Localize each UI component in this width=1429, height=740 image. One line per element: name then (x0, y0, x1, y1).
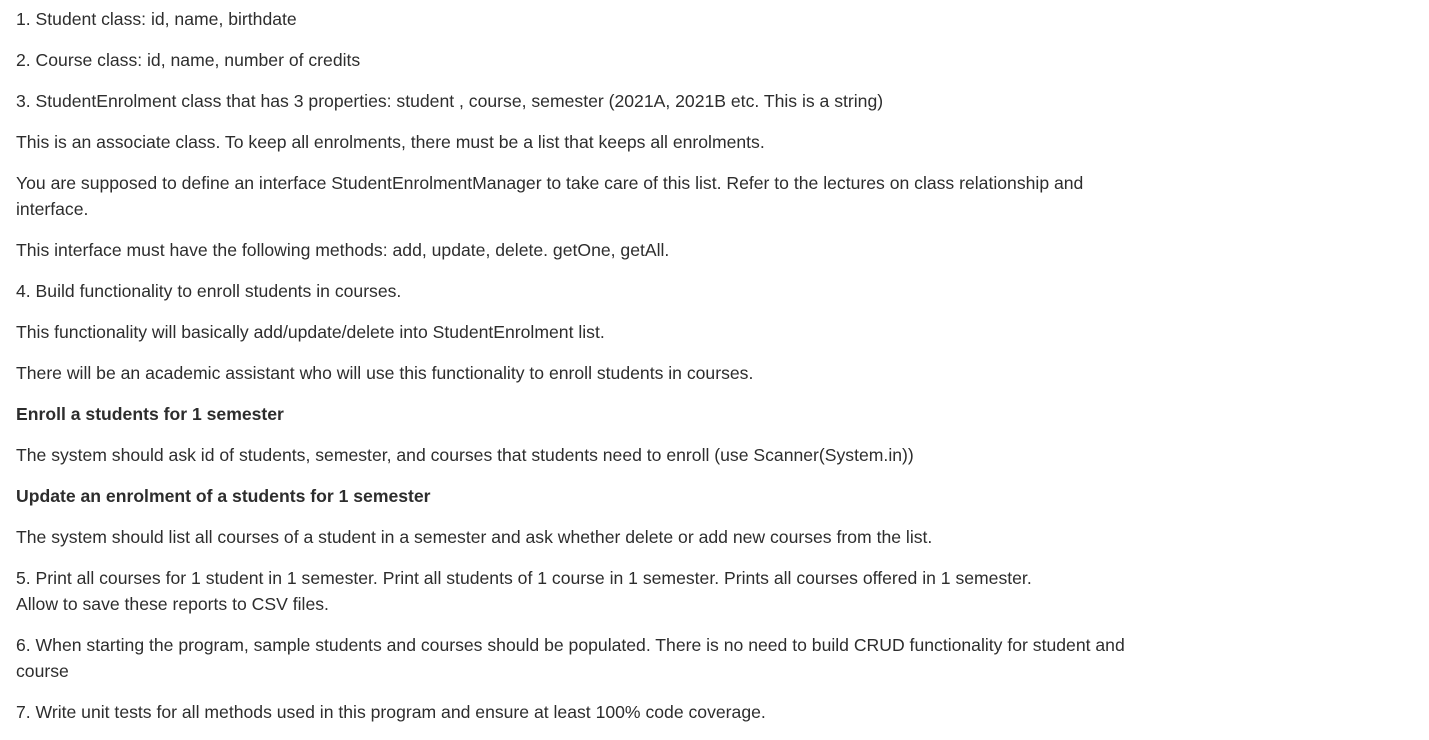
functionality-description: This functionality will basically add/update/delete into StudentEnrolment list. (16, 322, 605, 342)
requirement-sample-data: 6. When starting the program, sample students and courses should be populated. There is no need to build CRUD functionality for student and course (16, 635, 1125, 681)
associate-class-note: This is an associate class. To keep all enrolments, there must be a list that keeps all enrolments. (16, 132, 765, 152)
reports-line-1: 5. Print all courses for 1 student in 1 semester. Print all students of 1 course in 1 semester. Prints all courses offered in 1 semester. (16, 568, 1032, 588)
update-description: The system should list all courses of a student in a semester and ask whether delete or add new courses from the list. (16, 527, 933, 547)
enroll-description: The system should ask id of students, semester, and courses that students need to enroll (use Scanner(System.in)) (16, 445, 914, 465)
assignment-document (16, 6, 1141, 740)
requirement-enroll-functionality: 4. Build functionality to enroll students in courses. (16, 281, 402, 301)
section-heading-update: Update an enrolment of a students for 1 semester (16, 486, 431, 506)
requirement-student-class: 1. Student class: id, name, birthdate (16, 9, 297, 29)
reports-line-2: Allow to save these reports to CSV files. (16, 594, 329, 614)
academic-assistant-note: There will be an academic assistant who will use this functionality to enroll students in courses. (16, 363, 754, 383)
section-heading-enroll: Enroll a students for 1 semester (16, 404, 284, 424)
requirement-reports (16, 565, 1141, 617)
interface-methods-note: This interface must have the following methods: add, update, delete. getOne, getAll. (16, 240, 670, 260)
requirement-course-class: 2. Course class: id, name, number of credits (16, 50, 361, 70)
requirement-unit-tests: 7. Write unit tests for all methods used in this program and ensure at least 100% code coverage. (16, 702, 766, 722)
interface-definition-note: You are supposed to define an interface StudentEnrolmentManager to take care of this list. Refer to the lectures on class relationship and interface. (16, 173, 1084, 219)
requirement-student-enrolment-class: 3. StudentEnrolment class that has 3 properties: student , course, semester (2021A, 2021B etc. This is a string) (16, 91, 884, 111)
